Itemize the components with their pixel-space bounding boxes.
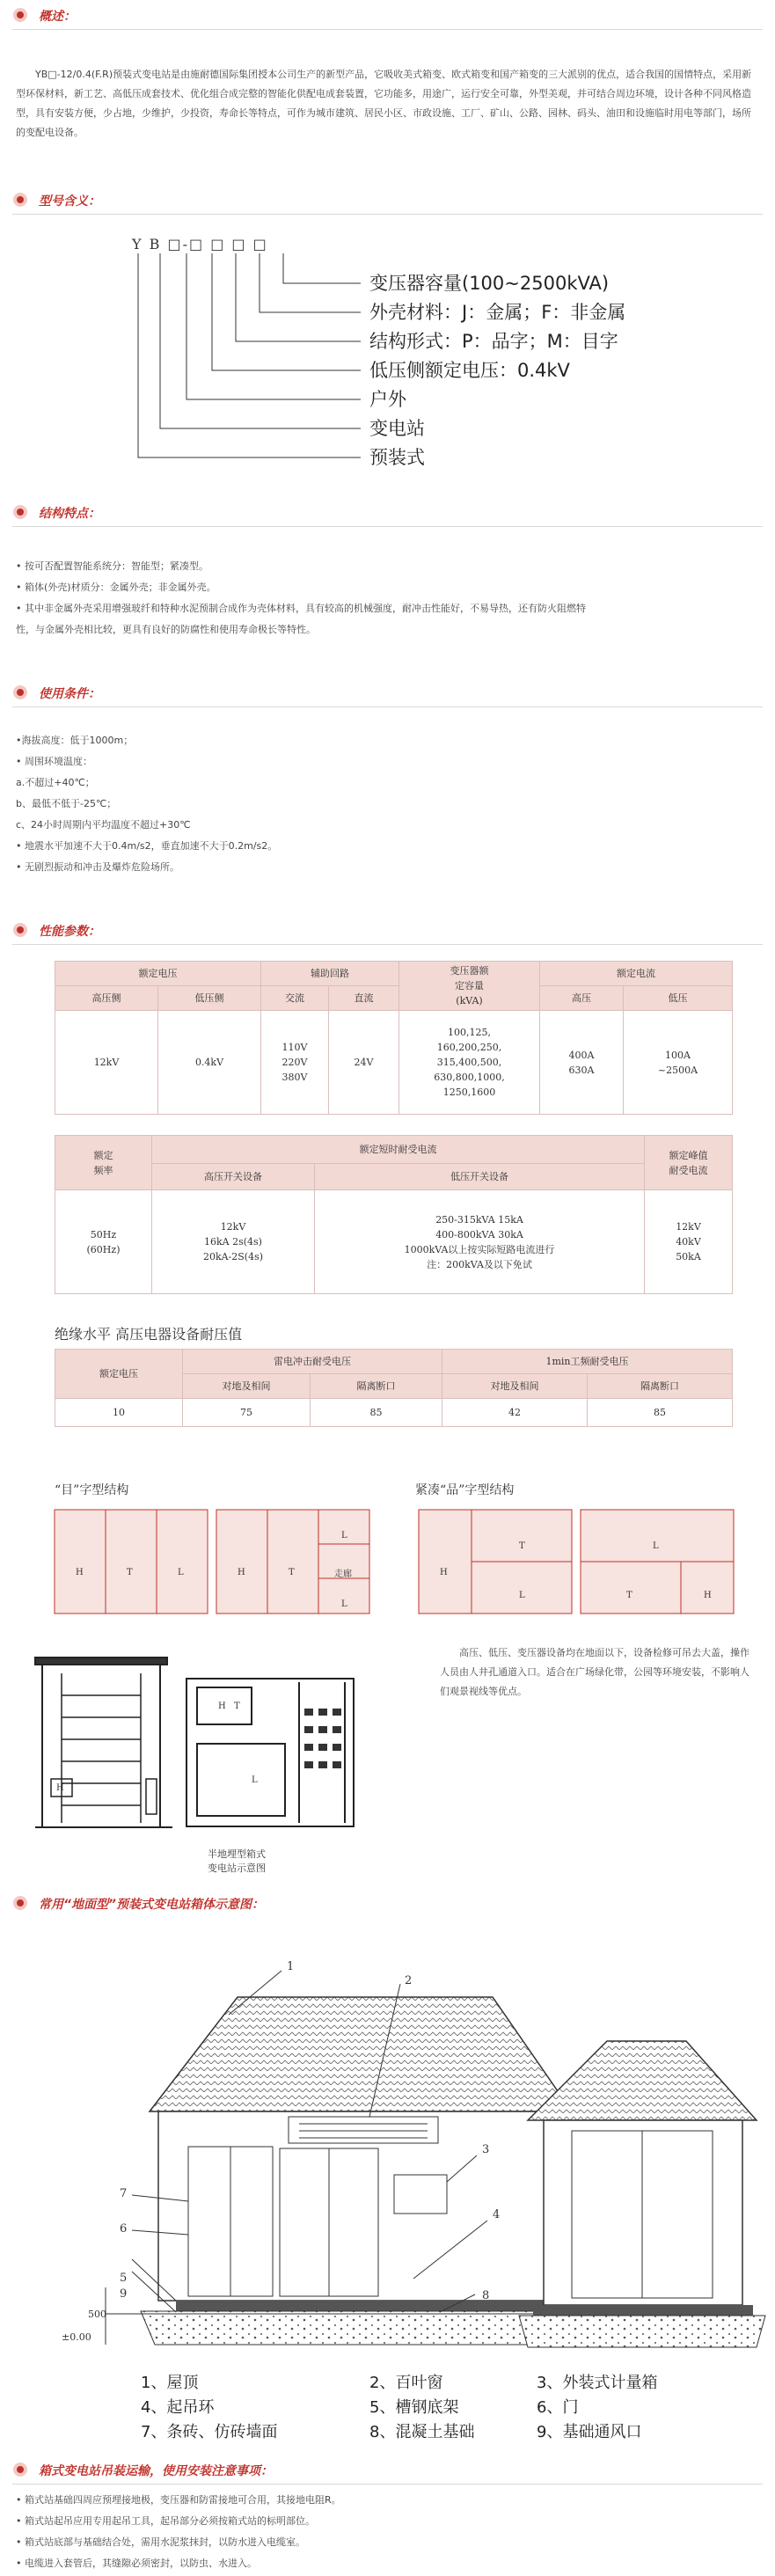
table-cell: 400A 630A [540,1011,624,1115]
layout-label-l: L [341,1531,347,1540]
table-header: 变压器额 定容量 (kVA) [399,962,540,1011]
list-item: • 电缆进入套管后，其缝隙必须密封，以防虫、水进入。 [16,2558,257,2569]
table-header: 额定 频率 [55,1136,152,1190]
table-header: 低压开关设备 [315,1164,645,1190]
section-marker-icon [12,2462,28,2477]
table-cell: 100A ~2500A [624,1011,733,1115]
layout-label-h: H [76,1568,84,1577]
table-insulation [55,1349,733,1427]
table-cell: 42 [442,1399,588,1427]
list-item: c、24小时周期内平均温度不超过+30℃ [16,819,191,831]
pin-layout-title: 紧凑“品”字型结构 [415,1483,515,1497]
layout-label-t: T [626,1591,632,1600]
table-header: 额定峰值 耐受电流 [645,1136,733,1190]
underground-diagram [0,1647,440,1832]
list-item: • 箱式站基础四周应预埋接地极，变压器和防雷接地可合用，其接地电阻R。 [16,2494,341,2506]
table-cell: 0.4kV [158,1011,261,1115]
divider [12,944,763,945]
underground-label-h: H [56,1783,64,1793]
dimension-zero: ±0.00 [62,2331,91,2343]
dimension-500: 500 [88,2309,106,2320]
table-header: 低压 [624,986,733,1011]
model-code: Y B □-□ □ □ □ [132,236,268,252]
layout-label-l: L [178,1568,184,1577]
table-header: 高压侧 [55,986,158,1011]
layout-label-h: H [704,1591,712,1600]
table-header: 额定电压 [55,962,261,986]
cabinet-label-8: 8 [482,2289,490,2302]
legend-item: 9、基础通风口 [537,2423,642,2441]
table-cell: 100,125, 160,200,250, 315,400,500, 630,800,1000, 1250,1600 [399,1011,540,1115]
table-header: 交流 [261,986,329,1011]
legend-item: 1、屋顶 [141,2374,199,2392]
layout-label-corridor: 走廊 [334,1570,352,1579]
divider [12,526,763,527]
structure-list [16,556,759,640]
list-item: • 无剧烈振动和冲击及爆炸危险场所。 [16,861,179,873]
table-header: 额定短时耐受电流 [152,1136,645,1164]
list-item: • 箱体(外壳)材质分：金属外壳；非金属外壳。 [16,582,216,593]
table-header: 高压 [540,986,624,1011]
section-transport-header [0,2455,775,2485]
list-item: • 其中非金属外壳采用增强玻纤和特种水泥预制合成作为壳体材料，具有较高的机械强度，耐冲击性能好，不易导热，还有防火阻燃特 [16,603,586,614]
conditions-list [16,730,759,878]
legend-item: 4、起吊环 [141,2398,215,2417]
table-header: 隔离断口 [588,1374,733,1399]
table-header: 高压开关设备 [152,1164,315,1190]
table-cell: 85 [311,1399,442,1427]
cabinet-label-6: 6 [120,2222,128,2236]
model-item-3: 结构形式：P：品字；M：目字 [369,331,618,352]
underground-description: 高压、低压、变压器设备均在地面以下，设备检修可吊去大盖，操作人员由人井孔通道入口。适合在广场绿化带，公园等环境安装，不影响人们观景视线等优点。 [440,1647,749,1697]
underground-label-l: L [252,1775,258,1785]
section-title: 型号含义： [39,194,100,209]
list-item: a.不超过+40℃； [16,777,95,788]
section-marker-icon [12,7,28,23]
section-title: 结构特点： [39,507,100,521]
table-header: 额定电流 [540,962,733,986]
section-performance-header [0,915,775,945]
list-item: • 按可否配置智能系统分：智能型；紧凑型。 [16,560,208,572]
cabinet-label-9: 9 [120,2287,128,2301]
table-cell: 24V [329,1011,399,1115]
model-item-6: 变电站 [369,418,425,439]
table-header: 隔离断口 [311,1374,442,1399]
cabinet-label-7: 7 [120,2187,128,2200]
mu-layout-box-2 [216,1510,369,1614]
layout-label-l: L [519,1591,525,1600]
legend-item: 8、混凝土基础 [369,2423,475,2441]
table-cell: 12kV [55,1011,158,1115]
section-title: 常用“地面型”预装式变电站箱体示意图： [39,1898,265,1912]
section-title: 性能参数： [39,925,100,939]
layout-label-t: T [289,1568,295,1577]
section-overview-header [0,0,775,30]
legend-item: 6、门 [537,2398,579,2417]
layout-label-l: L [341,1599,347,1609]
overview-paragraph: YB□-12/0.4(F.R)预装式变电站是由施耐德国际集团授本公司生产的新型产品，它吸收美式箱变、欧式箱变和国产箱变的三大派别的优点，适合我国的国情特点，采用新型环保材料，新工艺、高低压成套技术、优化组合成完整的智能化供配电成套装置，它功能多，用途广，运行安全可靠，外型美观，并可结合周边环境，设计各种不同风格造型，具有安装方便，少占地，少维护，少投资，寿命长等特点，可作为城市建筑、居民小区、市政设施、工厂、矿山、公路、园林、码头、油田和设施临时用电等部门，场所的变配电设备。 [16,69,752,138]
legend-item: 3、外装式计量箱 [537,2374,658,2392]
list-item: • 箱式站底部与基础结合处，需用水泥浆抹封，以防水进入电缆室。 [16,2536,305,2548]
layout-diagrams [0,1506,775,1621]
list-item: • 周围环境温度： [16,756,92,767]
section-marker-icon [12,504,28,520]
model-item-2: 外壳材料：J：金属；F：非金属 [369,302,626,323]
underground-label-t: T [234,1701,240,1711]
list-item: • 地震水平加速不大于0.4m/s2，垂直加速不大于0.2m/s2。 [16,840,278,852]
cabinet-label-5: 5 [120,2272,128,2285]
layout-label-h: H [440,1568,448,1577]
section-diagram-header [0,1888,775,1918]
layout-label-t: T [519,1541,525,1551]
section-title: 使用条件： [39,687,100,701]
layout-label-t: T [127,1568,133,1577]
table-cell: 12kV 16kA 2s(4s) 20kA-2S(4s) [152,1190,315,1294]
table-rated-values [55,961,733,1115]
model-item-7: 预装式 [369,447,425,468]
section-marker-icon [12,1895,28,1911]
table-header: 对地及相间 [442,1374,588,1399]
layout-label-l: L [653,1541,659,1551]
divider [12,2484,763,2485]
underground-caption: 半地埋型箱式 变电站示意图 [208,1848,266,1874]
table-cell: 10 [55,1399,183,1427]
table-cell: 12kV 40kV 50kA [645,1190,733,1294]
cabinet-label-1: 1 [287,1960,295,1973]
table-cell: 75 [183,1399,311,1427]
legend-item: 2、百叶窗 [369,2374,443,2392]
cabinet-label-2: 2 [405,1974,413,1987]
table-cell: 110V 220V 380V [261,1011,329,1115]
divider [12,706,763,707]
mu-layout-title: “目”字型结构 [55,1483,129,1497]
list-item: 性，与金属外壳相比较，更具有良好的防腐性和使用寿命极长等特性。 [16,624,316,635]
section-conditions-header [0,677,775,707]
table-header: 对地及相间 [183,1374,311,1399]
table-header: 直流 [329,986,399,1011]
section-title: 箱式变电站吊装运输，使用安装注意事项： [39,2464,273,2478]
transport-list [16,2490,759,2574]
cabinet-diagram [0,1944,775,2358]
table-cell: 85 [588,1399,733,1427]
model-item-5: 户外 [369,389,406,410]
divider [12,29,763,30]
list-item: • 箱式站起吊应用专用起吊工具，起吊部分必须按箱式站的标明部位。 [16,2515,315,2527]
model-item-1: 变压器容量(100~2500kVA) [369,273,610,294]
cabinet-label-4: 4 [493,2208,501,2221]
table-header: 低压侧 [158,986,261,1011]
table-header: 额定电压 [55,1350,183,1399]
table-header: 辅助回路 [261,962,399,986]
mu-layout-box-1 [55,1510,208,1614]
model-item-4: 低压侧额定电压：0.4kV [369,360,570,381]
list-item: b、最低不低于-25℃； [16,798,117,809]
section-model-header [0,185,775,215]
legend-item: 5、槽钢底架 [369,2398,459,2417]
section-marker-icon [12,922,28,938]
underground-label-h: H [218,1701,226,1711]
table-header: 雷电冲击耐受电压 [183,1350,442,1374]
divider [12,214,763,215]
section-marker-icon [12,684,28,700]
list-item: •海拔高度：低于1000m； [16,735,134,746]
section-marker-icon [12,192,28,208]
section-title: 概述： [39,10,76,24]
section-structure-header [0,497,775,527]
table-header: 1min工频耐受电压 [442,1350,733,1374]
table-cell: 250-315kVA 15kA 400-800kVA 30kA 1000kVA以上按实际短路电流进行 注：200kVA及以下免试 [315,1190,645,1294]
legend-item: 7、条砖、仿砖墙面 [141,2423,278,2441]
table-cell: 50Hz (60Hz) [55,1190,152,1294]
cabinet-label-3: 3 [482,2143,490,2156]
table-short-time-current [55,1135,733,1294]
layout-label-h: H [238,1568,245,1577]
insulation-caption: 绝缘水平 高压电器设备耐压值 [55,1326,243,1343]
